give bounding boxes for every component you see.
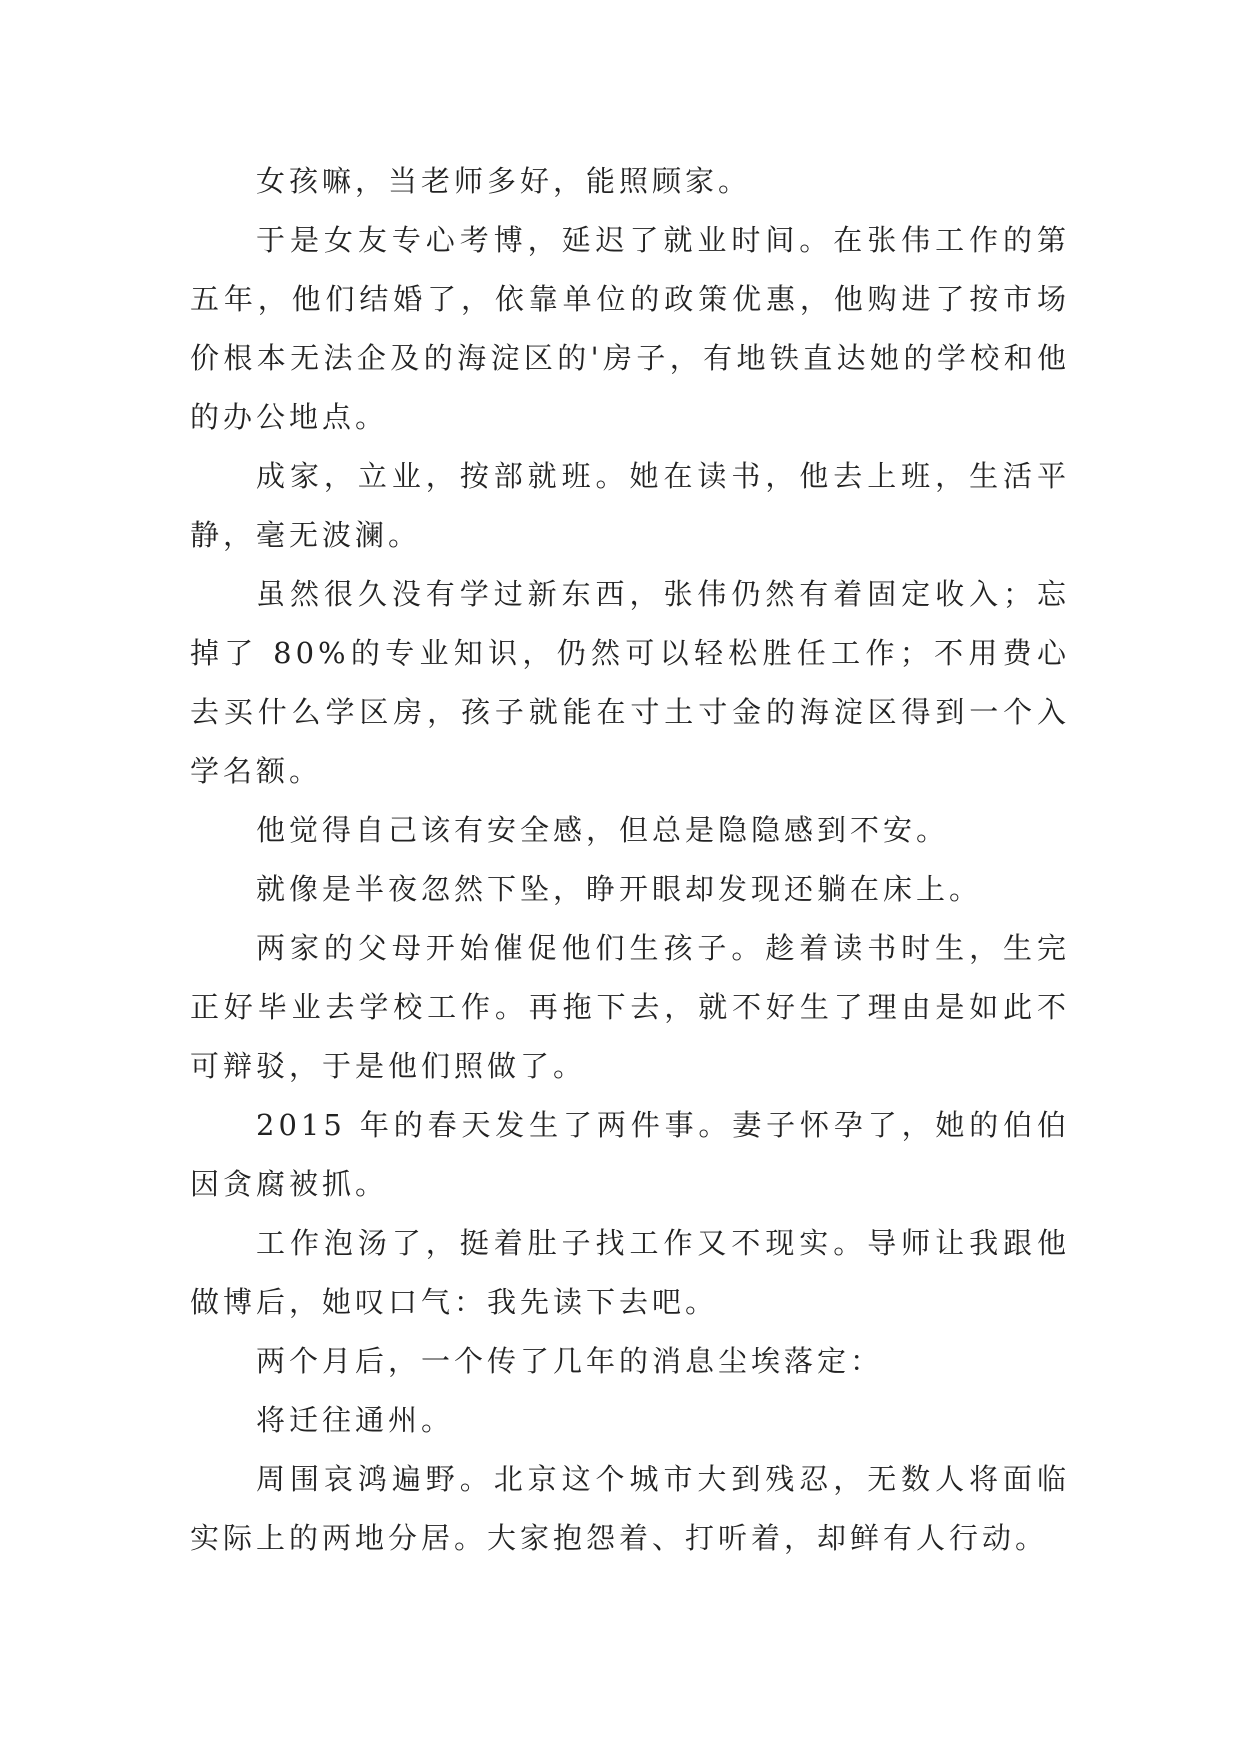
paragraph-2: 于是女友专心考博，延迟了就业时间。在张伟工作的第五年，他们结婚了，依靠单位的政策优惠，他购进了按市场价根本无法企及的海淀区的'房子，有地铁直达她的学校和他的办公地点。	[190, 223, 1070, 434]
paragraph-4: 虽然很久没有学过新东西，张伟仍然有着固定收入；忘掉了 80%的专业知识，仍然可以轻松胜任工作；不用费心去买什么学区房，孩子就能在寸土寸金的海淀区得到一个入学名额。	[190, 577, 1070, 788]
paragraph-9: 工作泡汤了，挺着肚子找工作又不现实。导师让我跟他做博后，她叹口气：我先读下去吧。	[190, 1226, 1070, 1319]
paragraph-6: 就像是半夜忽然下坠，睁开眼却发现还躺在床上。	[256, 872, 983, 906]
paragraph-1: 女孩嘛，当老师多好，能照顾家。	[256, 164, 752, 198]
paragraph-12: 周围哀鸿遍野。北京这个城市大到残忍，无数人将面临实际上的两地分居。大家抱怨着、打听着，却鲜有人行动。	[190, 1462, 1070, 1555]
paragraph-5: 他觉得自己该有安全感，但总是隐隐感到不安。	[256, 813, 950, 847]
paragraph-3: 成家，立业，按部就班。她在读书，他去上班，生活平静，毫无波澜。	[190, 459, 1070, 552]
document-body	[190, 152, 1070, 1568]
paragraph-10: 两个月后，一个传了几年的消息尘埃落定：	[256, 1344, 884, 1378]
paragraph-7: 两家的父母开始催促他们生孩子。趁着读书时生，生完正好毕业去学校工作。再拖下去，就不好生了理由是如此不可辩驳，于是他们照做了。	[190, 931, 1070, 1083]
paragraph-11: 将迁往通州。	[256, 1403, 455, 1437]
paragraph-8: 2015 年的春天发生了两件事。妻子怀孕了，她的伯伯因贪腐被抓。	[190, 1108, 1070, 1201]
